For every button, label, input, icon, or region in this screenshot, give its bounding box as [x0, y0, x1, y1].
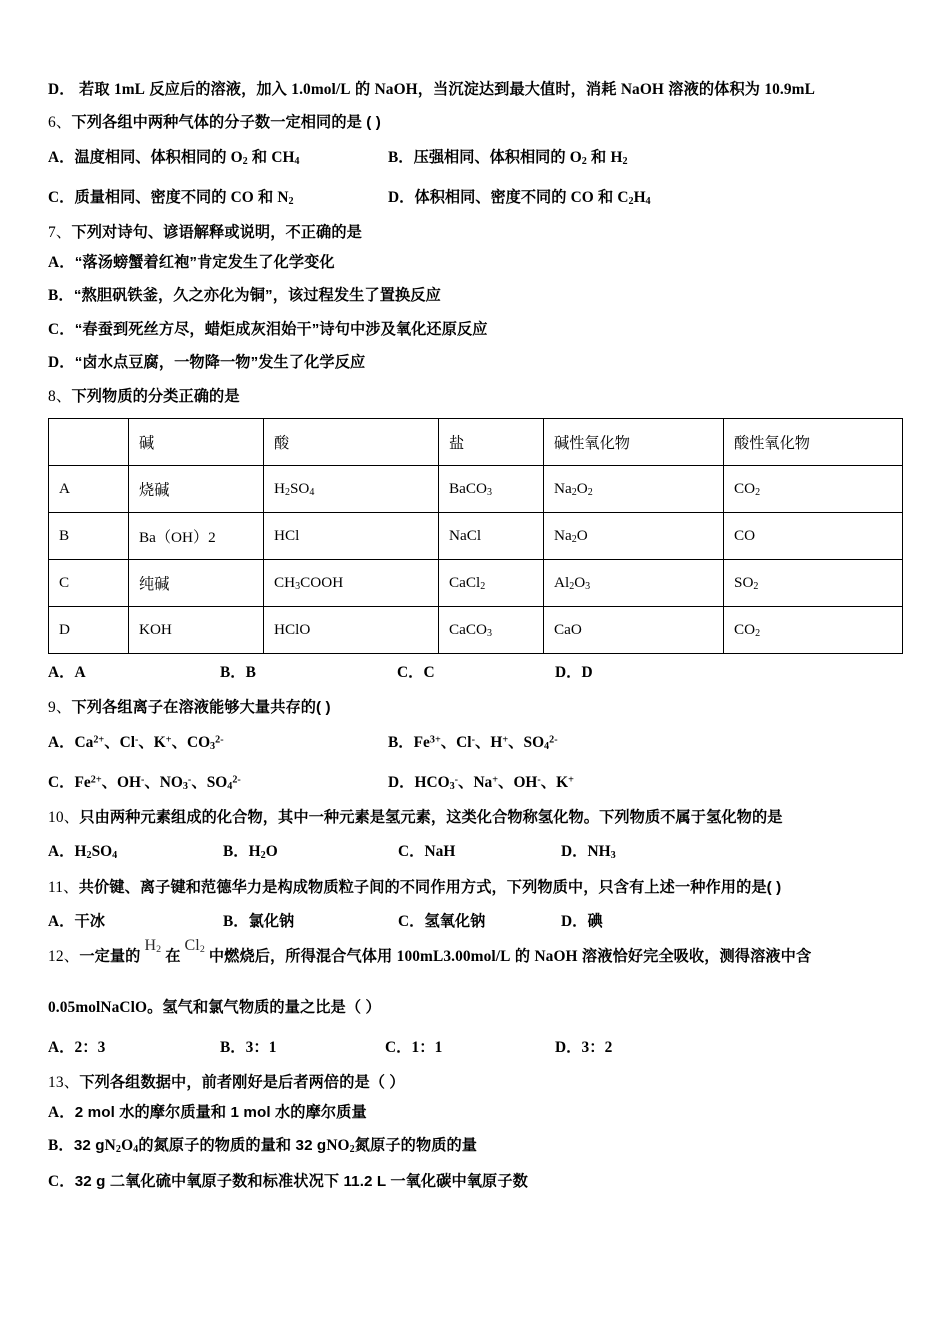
formula-ch4: $CH_4$: [271, 148, 300, 168]
table-row: [49, 607, 903, 654]
formula-image-h2: $H_2$: [144, 937, 162, 955]
option-letter: C．: [398, 843, 425, 861]
row-key: C: [49, 560, 129, 607]
question-12-options: [48, 1035, 905, 1057]
table-header-row: [49, 419, 903, 466]
cell-salt: NaCl: [439, 513, 544, 560]
formula-h2o: $H_2O$: [248, 843, 278, 862]
question-text: 一定量的: [79, 948, 141, 966]
formula-nh3: $NH_3$: [587, 843, 616, 862]
option-letter: D．: [48, 354, 75, 372]
option-letter: C．: [385, 1039, 412, 1057]
option-text: 32 $gN_2O_4$的氮原子的物质的量和 32 gNO$_2$氮原子的物质的量: [73, 1137, 478, 1156]
ion-group: $HCO_3^-$、Na+、OH-、K+: [414, 773, 574, 792]
option-text-part: 若取: [79, 81, 114, 98]
formula-co: CO: [230, 189, 254, 207]
formula-o2: $O_2$: [569, 148, 587, 168]
option-letter: B．: [223, 843, 249, 861]
question-text: 下列物质的分类正确的是: [71, 387, 240, 405]
question-text: 在: [165, 948, 181, 966]
option-letter: A．: [48, 253, 75, 271]
volume-concentration-value: 100mL3.00mol/L: [396, 948, 511, 966]
question-8-stem: [48, 389, 905, 405]
cell-base: 烧碱: [129, 466, 264, 513]
option-text: “春蚕到死丝方尽，蜡炬成灰泪始干”诗句中涉及氧化还原反应: [74, 320, 488, 338]
formula-naoh: NaOH: [534, 948, 578, 966]
conjunction: 和: [247, 148, 272, 166]
cell-basic-oxide: $Na_2O_2$: [544, 466, 724, 513]
ratio-value: 3：2: [581, 1039, 613, 1057]
formula-h2: $H_2$: [610, 148, 628, 168]
option-a: [48, 909, 223, 931]
header-acid: 酸: [264, 419, 439, 466]
option-text: 氯化钠: [248, 913, 295, 931]
question-number: 13、: [48, 1074, 80, 1092]
option-letter: D．: [555, 664, 582, 681]
question-13-option-b: [48, 1138, 905, 1155]
option-a: [48, 839, 223, 861]
amount-naclo: 0.05molNaClO: [48, 998, 148, 1016]
option-text-part: 反应后的溶液，加入: [145, 81, 292, 98]
cell-acidic-oxide: $CO_2$: [724, 466, 903, 513]
formula-o2: $O_2$: [230, 148, 248, 168]
option-letter: A．: [48, 733, 75, 751]
option-text: 压强相同、体积相同的: [413, 148, 570, 166]
question-number: 7、: [48, 224, 72, 242]
answer-d: [555, 660, 593, 682]
row-key: B: [49, 513, 129, 560]
answer-b: [220, 660, 397, 682]
question-13-stem: [48, 1075, 905, 1091]
question-9-stem: [48, 700, 905, 716]
question-number: 6、: [48, 114, 72, 132]
option-text: 2 mol 水的摩尔质量和 1 mol 水的摩尔质量: [74, 1103, 367, 1121]
question-text: 溶液恰好完全吸收，测得溶液中含: [577, 948, 812, 966]
row-key: D: [49, 607, 129, 654]
option-letter: B．: [388, 733, 414, 751]
option-a: [48, 730, 388, 752]
question-11-options: [48, 909, 905, 931]
answer-value: D: [581, 664, 593, 681]
option-text: 干冰: [74, 913, 105, 931]
cell-acidic-oxide: $CO_2$: [724, 607, 903, 654]
option-letter: C．: [48, 1172, 75, 1190]
formula-nah: NaH: [424, 843, 456, 861]
cell-base: KOH: [129, 607, 264, 654]
cell-salt: CaCl$_2$: [439, 560, 544, 607]
option-letter: C．: [48, 773, 75, 791]
option-c: [385, 1035, 555, 1057]
option-letter: C．: [397, 664, 424, 681]
question-12-stem-line-1: [48, 937, 905, 966]
cell-base: 纯碱: [129, 560, 264, 607]
question-7-option-d: [48, 355, 905, 370]
header-base: 碱: [129, 419, 264, 466]
question-text: 下列各组数据中，前者刚好是后者两倍的是（ ）: [79, 1074, 405, 1092]
option-letter: A．: [48, 843, 75, 861]
question-text: 下列对诗句、谚语解释或说明，不正确的是: [71, 224, 362, 242]
question-7-option-c: [48, 322, 905, 337]
question-13-option-a: [48, 1105, 905, 1120]
question-10-options: [48, 839, 905, 861]
cell-salt: CaCO$_3$: [439, 607, 544, 654]
option-d: [388, 185, 651, 207]
option-letter: B．: [220, 1039, 246, 1057]
cell-acid: HCl: [264, 513, 439, 560]
option-letter: D．: [388, 773, 415, 791]
option-letter: D．: [555, 1039, 582, 1057]
concentration-value: 1.0mol/L: [291, 81, 351, 98]
cell-acidic-oxide: CO: [724, 513, 903, 560]
option-text: “熬胆矾铁釜，久之亦化为铜”，该过程发生了置换反应: [73, 287, 441, 305]
question-number: 10、: [48, 808, 80, 826]
quantity-1ml: 1mL: [113, 81, 146, 98]
option-text-part: ，当沉淀达到最大值时，消耗: [417, 81, 621, 98]
option-b: [223, 839, 398, 861]
option-letter: A．: [48, 148, 75, 166]
cell-acid: $CH_3COOH$: [264, 560, 439, 607]
option-b: [388, 145, 628, 167]
option-text: 体积相同、密度不同的: [414, 189, 571, 207]
option-c: [398, 839, 561, 861]
option-d: [388, 770, 574, 792]
option-d: [555, 1035, 612, 1057]
question-7-option-a: [48, 255, 905, 270]
cell-basic-oxide: $Al_2O_3$: [544, 560, 724, 607]
option-letter: A．: [48, 913, 75, 931]
option-b: [223, 909, 398, 931]
option-letter: D．: [388, 189, 415, 207]
answer-c: [397, 660, 555, 682]
option-letter: C．: [398, 913, 425, 931]
cell-acidic-oxide: $SO_2$: [724, 560, 903, 607]
conjunction: 和: [586, 148, 611, 166]
option-letter: C．: [48, 189, 75, 207]
header-blank: [49, 419, 129, 466]
option-c: [398, 909, 561, 931]
option-b: [220, 1035, 385, 1057]
option-b: [388, 730, 558, 752]
option-text: 质量相同、密度不同的: [74, 189, 231, 207]
carryover-option-d: [48, 82, 905, 97]
cell-basic-oxide: CaO: [544, 607, 724, 654]
question-10-stem: [48, 810, 905, 826]
option-letter: B．: [220, 664, 246, 681]
question-13-option-c: [48, 1174, 905, 1189]
conjunction: 和: [593, 189, 618, 207]
question-6-stem: [48, 115, 905, 131]
cell-acid: $H_2SO_4$: [264, 466, 439, 513]
answer-value: B: [245, 664, 256, 681]
option-text-part: 的: [350, 81, 375, 98]
option-letter: D．: [561, 843, 588, 861]
option-text: “卤水点豆腐，一物降一物”发生了化学反应: [74, 354, 366, 372]
ratio-value: 2：3: [74, 1039, 106, 1057]
option-letter: C．: [48, 320, 75, 338]
header-basic-oxide: 碱性氧化物: [544, 419, 724, 466]
question-number: 8、: [48, 387, 72, 405]
question-text: 下列各组离子在溶液能够大量共存的( ): [71, 699, 331, 716]
question-number: 12、: [48, 948, 80, 966]
formula-n2: $N_2$: [277, 189, 294, 208]
option-text: 32 g 二氧化硫中氧原子数和标准状况下 11.2 L 一氧化碳中氧原子数: [74, 1172, 528, 1190]
option-letter: D．: [48, 81, 75, 98]
question-9-options-row-1: [48, 730, 905, 752]
classification-table: [48, 418, 903, 654]
question-text: 中燃烧后，所得混合气体用: [208, 948, 397, 966]
ion-group: $Fe^{2+}$、OH-、$NO_3^-$、$SO_4^{2-}$: [74, 773, 241, 792]
question-9-options-row-2: [48, 770, 905, 792]
question-text: 。氢气和氯气物质的量之比是（ ）: [147, 998, 381, 1016]
option-c: [48, 770, 388, 792]
formula-naoh: NaOH: [620, 81, 664, 98]
ratio-value: 3：1: [245, 1039, 277, 1057]
row-key: A: [49, 466, 129, 513]
header-salt: 盐: [439, 419, 544, 466]
answer-value: C: [423, 664, 435, 681]
option-text: 氢氧化钠: [424, 913, 486, 931]
question-number: 9、: [48, 699, 72, 716]
table-row: [49, 513, 903, 560]
cell-basic-oxide: $Na_2O$: [544, 513, 724, 560]
question-text: 只由两种元素组成的化合物，其中一种元素是氢元素，这类化合物称氢化物。下列物质不属于氢化物的是: [79, 808, 783, 826]
question-text: 下列各组中两种气体的分子数一定相同的是 ( ): [71, 114, 381, 132]
question-12-stem-line-2: [48, 1000, 905, 1015]
option-letter: B．: [388, 148, 414, 166]
cell-acid: HClO: [264, 607, 439, 654]
answer-a: [48, 660, 220, 682]
option-text-part: 溶液的体积为: [663, 81, 765, 98]
ion-group: $Ca^{2+}$、Cl-、K+、$CO_3^{2-}$: [74, 733, 224, 752]
formula-image-cl2: $Cl_2$: [184, 937, 205, 955]
option-d: [561, 839, 616, 861]
formula-h2so4: $H_2SO_4$: [74, 843, 118, 862]
volume-value: 10.9mL: [764, 81, 815, 98]
question-text: 的: [510, 948, 535, 966]
question-number: 11、: [48, 878, 79, 896]
question-7-stem: [48, 225, 905, 241]
option-letter: B．: [48, 287, 74, 305]
question-11-stem: [48, 880, 905, 896]
cell-salt: BaCO$_3$: [439, 466, 544, 513]
option-text: “落汤螃蟹着红袍”肯定发生了化学变化: [74, 253, 335, 271]
question-8-answers: [48, 660, 905, 682]
ion-group: $Fe^{3+}$、Cl-、H+、$SO_4^{2-}$: [413, 733, 558, 752]
option-letter: B．: [48, 1137, 74, 1155]
option-text: 温度相同、体积相同的: [74, 148, 231, 166]
ratio-value: 1：1: [411, 1039, 443, 1057]
option-text: 碘: [587, 913, 603, 931]
cell-base: Ba（OH）2: [129, 513, 264, 560]
question-6-options-row-1: [48, 145, 905, 167]
header-acidic-oxide: 酸性氧化物: [724, 419, 903, 466]
option-c: [48, 185, 388, 207]
option-letter: B．: [223, 913, 249, 931]
question-7-option-b: [48, 288, 905, 303]
option-d: [561, 909, 603, 931]
option-letter: A．: [48, 1103, 75, 1121]
answer-value: A: [74, 664, 86, 681]
table-row: [49, 560, 903, 607]
option-a: [48, 145, 388, 167]
question-text: 共价键、离子键和范德华力是构成物质粒子间的不同作用方式，下列物质中，只含有上述一种作用的是( ): [78, 878, 782, 896]
option-a: [48, 1035, 220, 1057]
conjunction: 和: [253, 189, 278, 207]
option-letter: A．: [48, 1039, 75, 1057]
question-6-options-row-2: [48, 185, 905, 207]
table-row: [49, 466, 903, 513]
formula-c2h4: $C_2H_4$: [617, 189, 651, 208]
option-letter: D．: [561, 913, 588, 931]
formula-co: CO: [570, 189, 594, 207]
option-letter: A．: [48, 664, 75, 681]
formula-naoh: NaOH: [374, 81, 418, 98]
